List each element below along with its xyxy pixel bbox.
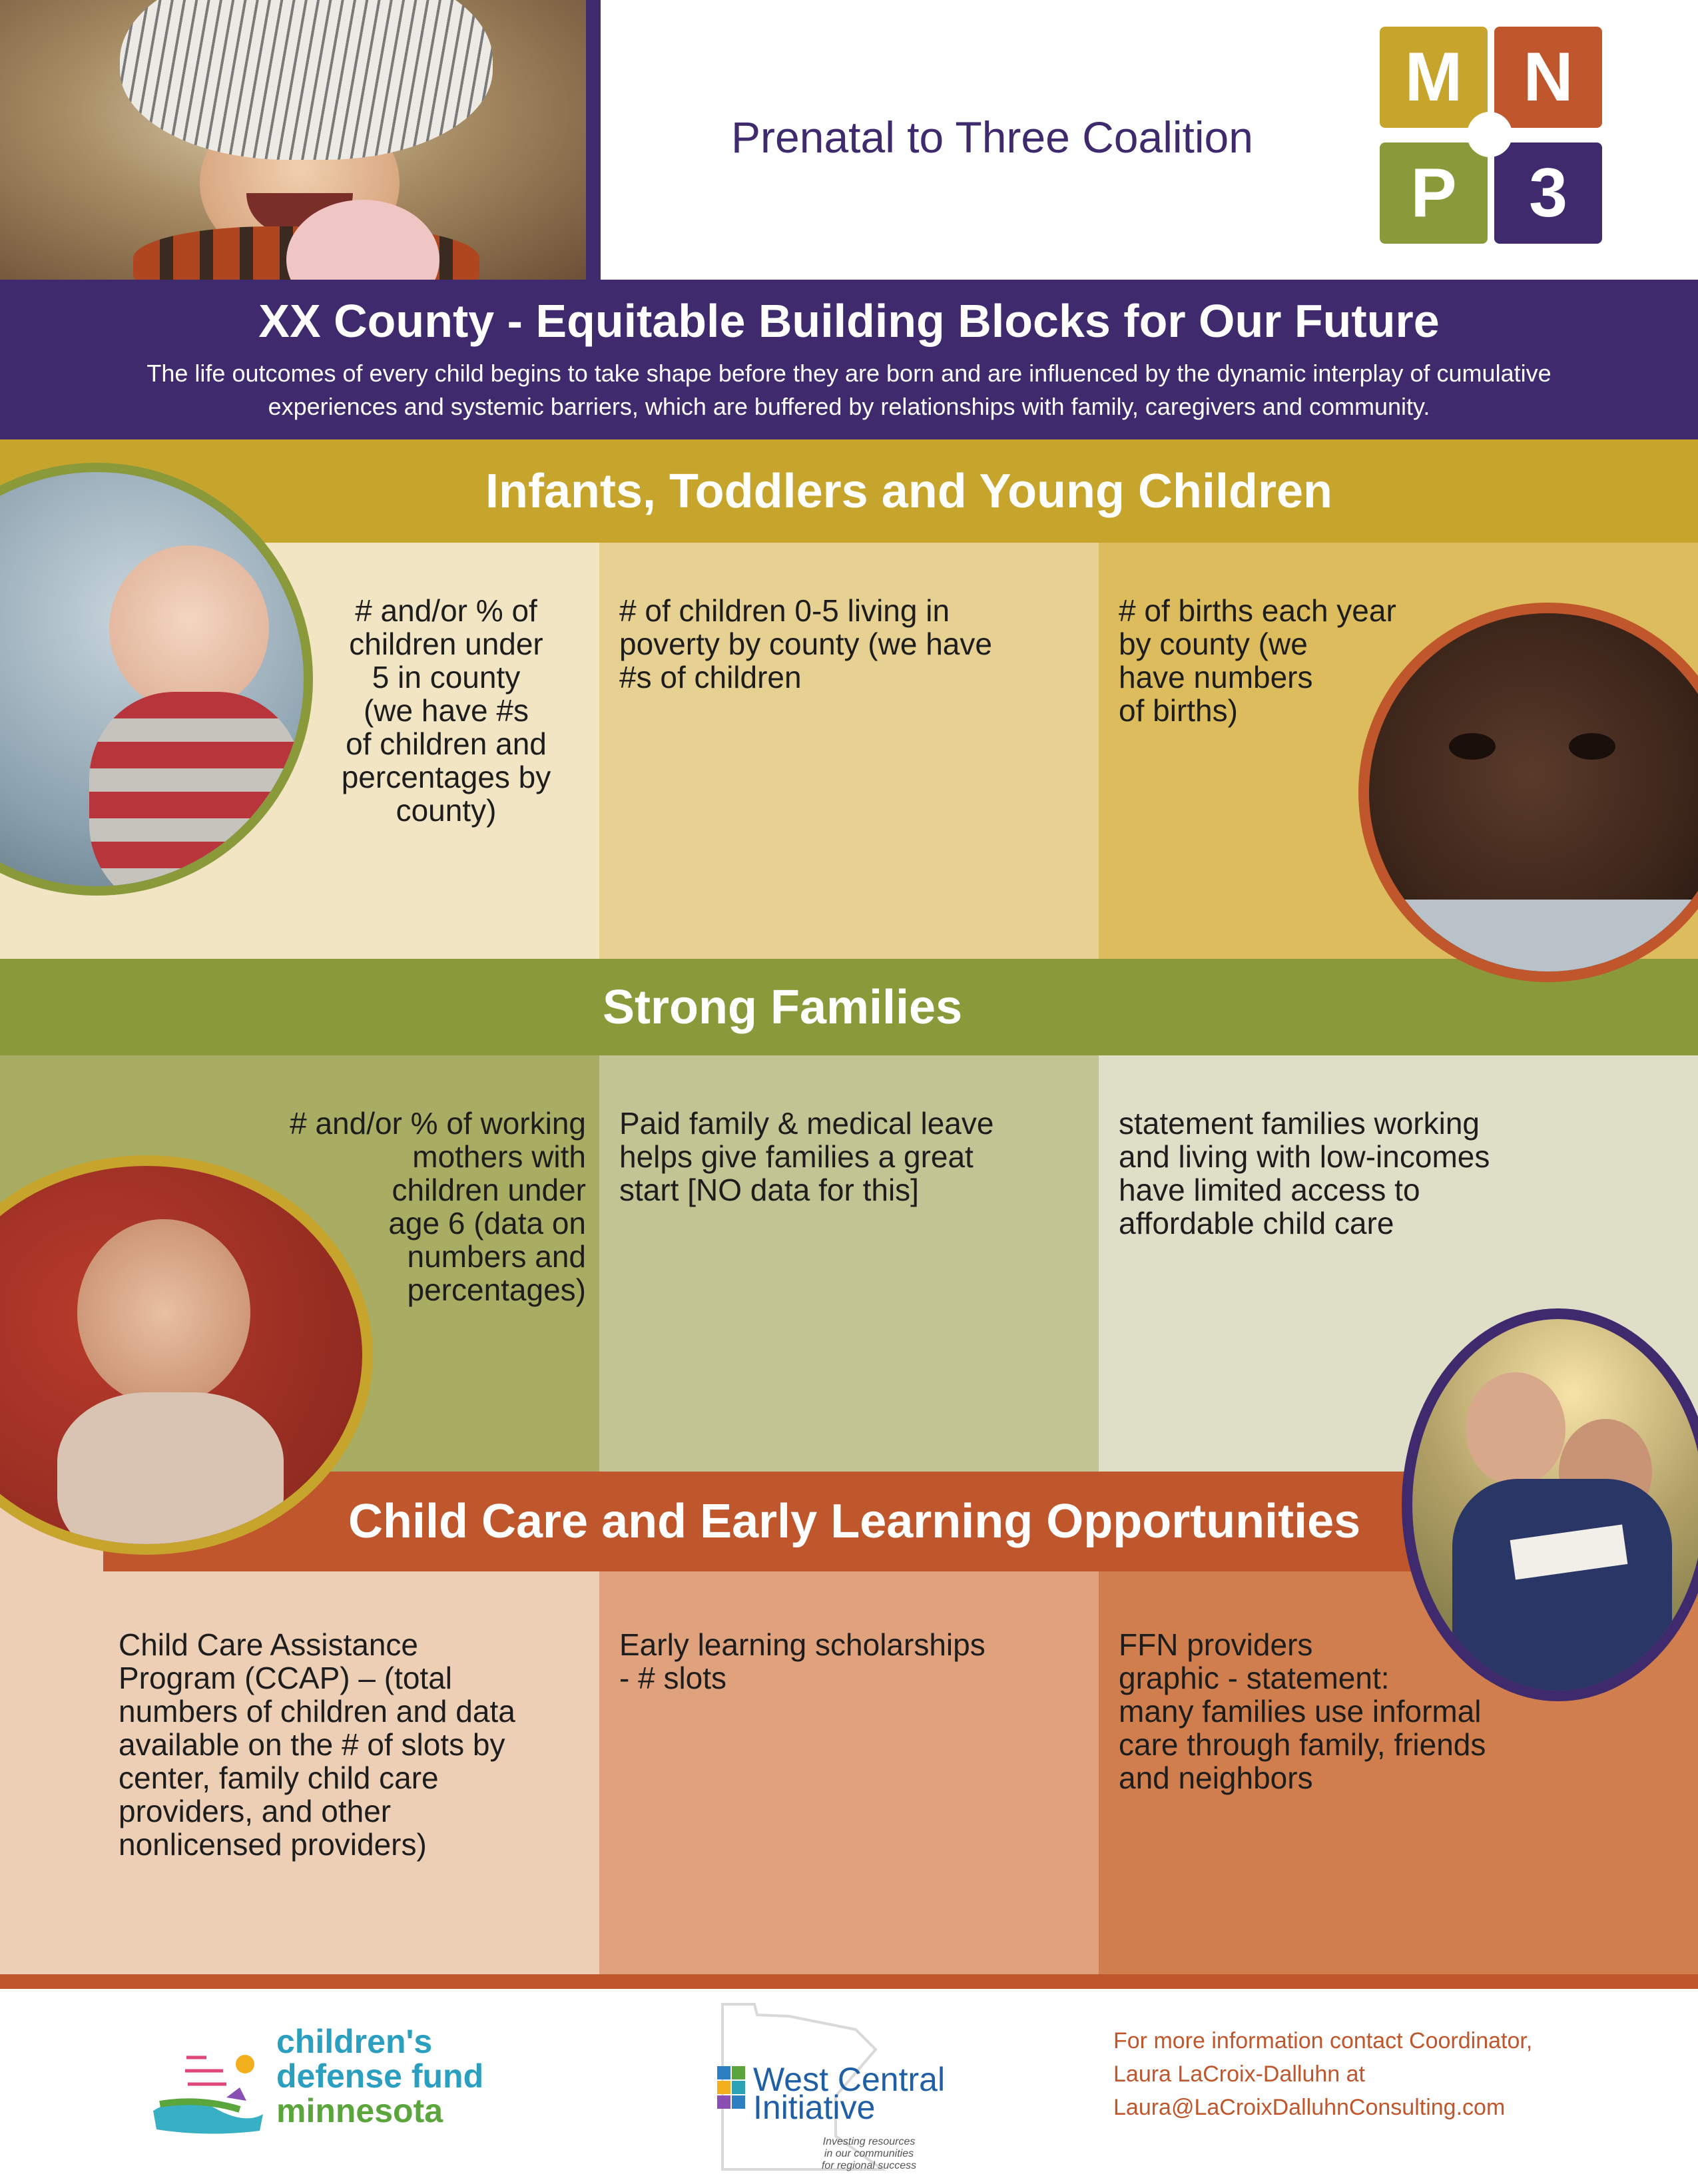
cell-text-childcare-3: FFN providers graphic - statement: many families use informal care through family, friends and neighbors: [1119, 1627, 1486, 1795]
section-bar-infants: [0, 439, 1698, 543]
cdf-logo-line3: minnesota: [276, 2092, 443, 2129]
cell-text-infants-3: # of births each year by county (we have numbers of births): [1119, 593, 1396, 728]
contact-info: For more information contact Coordinator, Laura LaCroix-Dalluhn at Laura@LaCroixDalluhnConsulting.com: [1113, 2028, 1533, 2120]
logo-tile-m: M: [1380, 27, 1488, 128]
cell-text-families-1: # and/or % of working mothers with children under age 6 (data on numbers and percentages): [290, 1106, 586, 1307]
cell-text-childcare-1: Child Care Assistance Program (CCAP) – (total numbers of children and data available on the # of slots by center, family child care providers, and other nonlicensed providers): [119, 1627, 515, 1862]
section-title-infants: Infants, Toddlers and Young Children: [485, 464, 1333, 518]
wci-logo-line2: Initiative: [753, 2089, 876, 2126]
page-title: XX County - Equitable Building Blocks for Our Future: [258, 295, 1440, 347]
cell-text-infants-2: # of children 0-5 living in poverty by county (we have #s of children: [619, 593, 992, 694]
section-title-families: Strong Families: [603, 980, 963, 1034]
wci-logo-line1: West Central: [753, 2061, 946, 2098]
logo-tile-n: N: [1494, 27, 1602, 128]
cell-text-infants-1: # and/or % of children under 5 in county (we have #s of children and percentages by county): [341, 593, 551, 828]
cdf-logo-line2: defense fund: [276, 2057, 484, 2095]
logo-tile-p: P: [1380, 142, 1488, 244]
section-bar-families: [0, 959, 1698, 1055]
page-subtitle: The life outcomes of every child begins to take shape before they are born and are influenced by the dynamic interplay of cumulative experiences and systemic barriers, which are buffered by relationships with family, caregivers and community.: [146, 360, 1552, 420]
wci-logo: [709, 2003, 949, 2177]
cell-text-families-2: Paid family & medical leave helps give families a great start [NO data for this]: [619, 1106, 994, 1207]
section-bar-childcare: [103, 1472, 1552, 1571]
footer-divider: [0, 1974, 1698, 1989]
cdf-logo-handwriting: [146, 2038, 266, 2137]
logo-tile-3: 3: [1494, 142, 1602, 244]
section-title-childcare: Child Care and Early Learning Opportunities: [348, 1495, 1361, 1548]
wci-logo-tagline: Investing resources in our communities for regional success: [821, 2136, 917, 2171]
cell-text-families-3: statement families working and living with low-incomes have limited access to affordable child care: [1119, 1106, 1490, 1240]
header-photo-child-in-hat: [0, 0, 586, 280]
header-divider: [586, 0, 601, 280]
photo-reading-girls-circle: [1402, 1308, 1698, 1701]
boat-drawing-icon: [146, 2038, 266, 2137]
cell-text-childcare-2: Early learning scholarships - # slots: [619, 1627, 986, 1695]
coalition-title: Prenatal to Three Coalition: [731, 113, 1253, 162]
cdf-logo: [146, 2024, 519, 2137]
title-banner: [0, 280, 1698, 439]
cdf-logo-line1: children's: [276, 2023, 433, 2060]
logo-center-dot: [1467, 112, 1512, 157]
